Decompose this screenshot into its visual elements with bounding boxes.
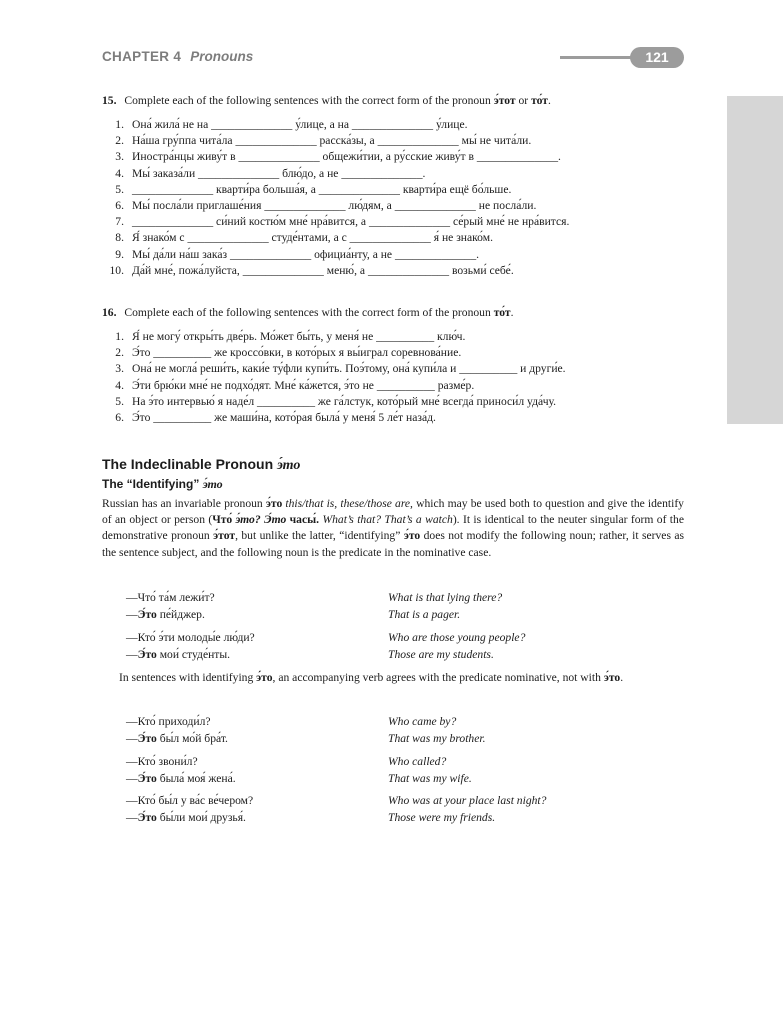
dialog-row: —Кто́ бы́л у ва́с ве́чером? Who was at your place last night?	[126, 794, 547, 808]
list-item: 3. Иностра́нцы живу́т в ______________ общежи́тии, а ру́сские живу́т в ______________.	[115, 150, 561, 164]
exercise-number: 15.	[102, 94, 117, 107]
list-item: 2. Э́то __________ же кроссо́вки, в кото́рых я вы́играл соревнова́ние.	[115, 346, 462, 360]
agreement-paragraph: In sentences with identifying э́то, an accompanying verb agrees with the predicate nominative, not with э́то.	[119, 671, 624, 684]
list-item: 2. На́ша гру́ппа чита́ла ______________ расска́зы, а ______________ мы́ не чита́ли.	[115, 134, 532, 148]
running-header	[102, 47, 684, 69]
page-number: 121	[630, 47, 684, 68]
dialog-row: —Кто́ э́ти молоды́е лю́ди? Who are those young people?	[126, 630, 526, 644]
exercise-16-instruction: 16. Complete each of the following sentences with the correct form of the pronoun то́т.	[102, 306, 514, 319]
exercise-15-items	[102, 117, 687, 279]
list-item: 6. Э́то __________ же маши́на, кото́рая была́ у меня́ 5 ле́т наза́д.	[115, 411, 436, 425]
exercise-16-items	[102, 329, 687, 426]
example-dialog-2	[126, 713, 686, 827]
dialog-row: —Э́то бы́ли мои́ друзья́. Those were my friends.	[126, 811, 496, 825]
list-item: 6. Мы́ посла́ли приглаше́ния ______________ лю́дям, а ______________ не посла́ли.	[115, 199, 537, 213]
section-heading: The Indeclinable Pronoun э́то	[102, 456, 301, 473]
list-item: 3. Она́ не могла́ реши́ть, каки́е ту́фли купи́ть. Поэ́тому, она́ купи́ла и __________ и други́е.	[115, 362, 566, 376]
list-item: 9. Мы́ да́ли на́ш зака́з ______________ официа́нту, а не ______________.	[115, 247, 480, 261]
exercise-16	[102, 305, 687, 426]
exercise-15-instruction: 15. Complete each of the following sentences with the correct form of the pronoun э́тот or то́т.	[102, 94, 551, 107]
dialog-row: —Кто́ звони́л? Who called?	[126, 754, 447, 768]
dialog-row: —Что́ та́м лежи́т? What is that lying there?	[126, 591, 503, 604]
intro-paragraph: Russian has an invariable pronoun э́то this/that is, these/those are, which may be used both to question and give the identify of an object or person (Что́ э́то? Э́то часы́. What’s that? That’s a watch). It is identical to the neuter singular form of the demonstrative pronoun э́тот, but unlike the latter, “identifying” э́то does not modify the following noun; rather, it serves as the sentence subject, and the following noun is the predicate in the nominative case.	[102, 497, 685, 559]
exercise-number: 16.	[102, 306, 117, 319]
example-dialog-1	[126, 589, 686, 663]
thumb-index-tab	[727, 96, 783, 424]
dialog-row: —Кто́ приходи́л? Who came by?	[126, 715, 457, 728]
dialog-row: —Э́то была́ моя́ жена́. That was my wife.	[126, 771, 472, 785]
chapter-label	[102, 49, 253, 64]
list-item: 10. Да́й мне́, пожа́луйста, ______________ меню́, а ______________ возьми́ себе́.	[109, 263, 514, 277]
chapter-topic: Pronouns	[190, 49, 254, 64]
list-item: 7. ______________ си́ний костю́м мне́ нра́вится, а ______________ се́рый мне́ не нра́вится.	[115, 215, 570, 229]
exercise-15	[102, 93, 687, 279]
chapter-number: CHAPTER 4	[102, 49, 182, 64]
dialog-row: —Э́то мои́ студе́нты. Those are my students.	[126, 647, 494, 661]
dialog-row: —Э́то бы́л мо́й бра́т. That was my brother.	[126, 732, 486, 746]
dialog-row: —Э́то пе́йджер. That is a pager.	[126, 608, 461, 622]
header-rule	[560, 56, 640, 59]
list-item: 4. Мы́ заказа́ли ______________ блю́до, а не ______________.	[115, 166, 426, 180]
list-item: 5. ______________ кварти́ра больша́я, а ______________ кварти́ра ещё бо́льше.	[115, 182, 512, 196]
subsection-heading: The “Identifying” э́то	[102, 477, 223, 491]
list-item: 1. Она́ жила́ не на ______________ у́лице, а на ______________ у́лице.	[115, 118, 468, 131]
list-item: 4. Э́ти брю́ки мне́ не подхо́дят. Мне́ ка́жется, э́то не __________ разме́р.	[115, 378, 475, 392]
list-item: 8. Я́ знако́м с ______________ студе́нтами, а с ______________ я́ не знако́м.	[115, 231, 493, 245]
list-item: 1. Я́ не могу́ откры́ть две́рь. Мо́жет бы́ть, у меня́ не __________ клю́ч.	[115, 330, 466, 343]
list-item: 5. На э́то интервью́ я наде́л __________ же га́лстук, кото́рый мне́ всегда́ приноси́л уда́чу.	[115, 394, 557, 408]
